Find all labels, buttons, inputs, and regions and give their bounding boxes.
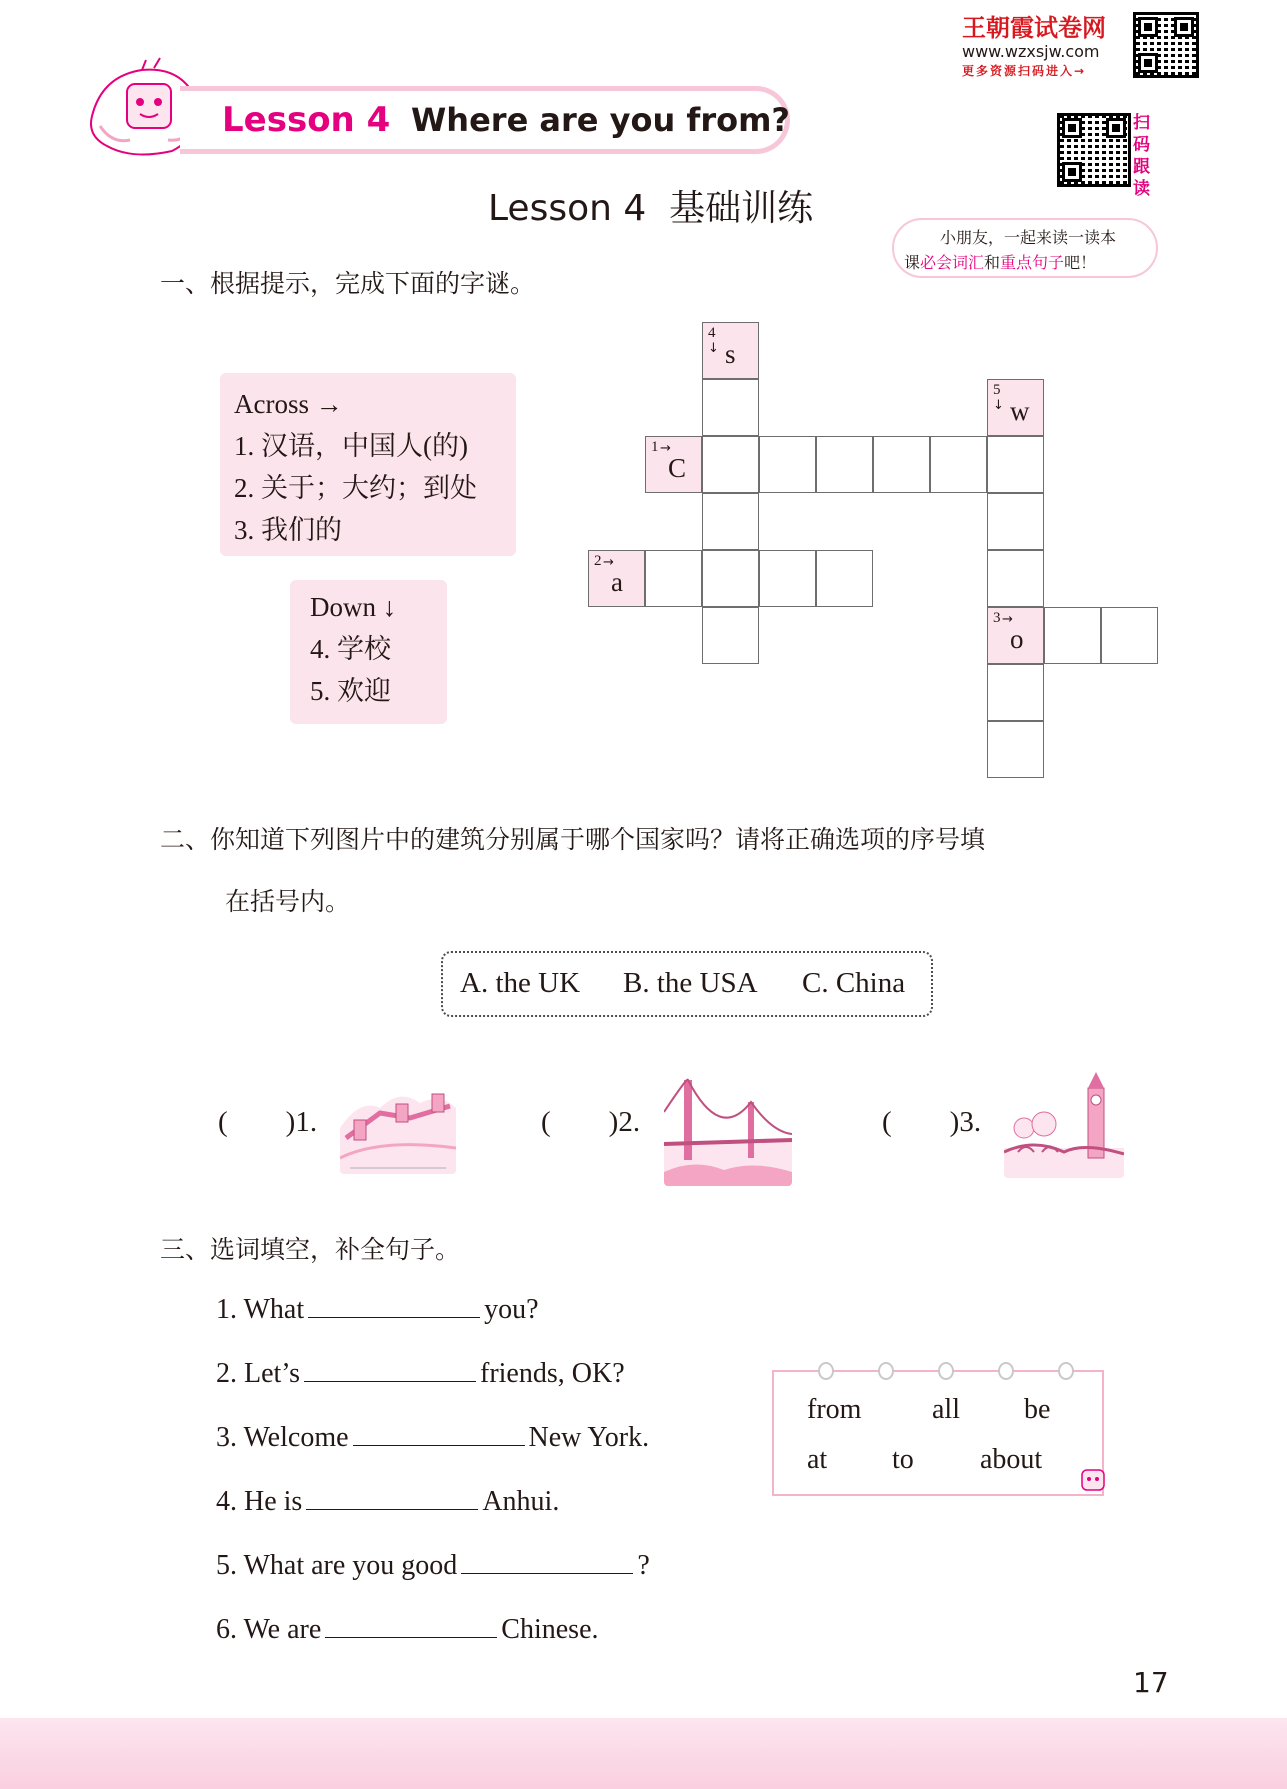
crossword-cell[interactable] <box>987 436 1044 493</box>
mascot-small-illustration <box>1074 1466 1114 1496</box>
answer-paren-3[interactable]: ( )3. <box>882 1106 982 1138</box>
answer-paren-2[interactable]: ( )2. <box>541 1106 641 1138</box>
big-ben-picture <box>1004 1068 1124 1178</box>
ring-icon <box>1058 1362 1074 1380</box>
crossword-cell[interactable] <box>816 436 873 493</box>
down-clues-box <box>290 580 447 724</box>
crossword-cell[interactable] <box>702 550 759 607</box>
brand-url[interactable]: www.wzxsjw.com <box>962 42 1100 61</box>
crossword-cell[interactable] <box>987 721 1044 778</box>
brand-qr-code-icon[interactable] <box>1133 12 1199 78</box>
across-clue: 3. 我们的 <box>234 515 342 545</box>
word-from: from <box>807 1394 862 1425</box>
blank-3[interactable] <box>353 1419 525 1446</box>
qr-side-text: 扫码跟读 <box>1133 113 1150 199</box>
crossword-cell-start-4[interactable]: 4 ↓ s <box>702 322 759 379</box>
crossword-cell[interactable] <box>873 436 930 493</box>
lesson-label: Lesson 4 <box>222 100 391 140</box>
across-clue: 2. 关于；大约；到处 <box>234 473 477 503</box>
crossword-cell[interactable] <box>987 664 1044 721</box>
crossword-cell[interactable] <box>1044 607 1101 664</box>
blank-4[interactable] <box>306 1483 478 1510</box>
sentence-5: 5. What are you good ? <box>216 1547 650 1582</box>
crossword-cell[interactable] <box>645 550 702 607</box>
read-bubble-line1: 小朋友，一起来读一读本 <box>940 228 1117 247</box>
section-2-title-cont: 在括号内。 <box>225 887 351 916</box>
page-number: 17 <box>1133 1666 1169 1699</box>
word-bank-card <box>772 1370 1104 1496</box>
crossword-cell[interactable] <box>702 607 759 664</box>
word-at: at <box>807 1444 828 1475</box>
crossword-cell[interactable] <box>759 550 816 607</box>
across-header: Across → <box>234 389 343 419</box>
across-clues-box <box>220 373 516 556</box>
crossword-cell[interactable] <box>816 550 873 607</box>
word-about: about <box>980 1444 1043 1475</box>
lesson-question: Where are you from? <box>411 101 790 139</box>
read-along-qr-code-icon[interactable] <box>1057 113 1131 187</box>
option-c: C. China <box>802 967 906 999</box>
crossword-cell-start-5[interactable]: 5 ↓ w <box>987 379 1044 436</box>
golden-gate-bridge-picture <box>664 1072 792 1186</box>
crossword-cell-start-2[interactable]: 2 → a <box>588 550 645 607</box>
crossword-cell[interactable] <box>1101 607 1158 664</box>
brand-subtitle: 更多资源扫码进入→ <box>962 64 1087 78</box>
blank-2[interactable] <box>304 1355 476 1382</box>
crossword-cell[interactable] <box>702 436 759 493</box>
crossword-cell[interactable] <box>987 550 1044 607</box>
crossword-cell[interactable] <box>702 493 759 550</box>
blank-5[interactable] <box>461 1547 633 1574</box>
blank-6[interactable] <box>325 1611 497 1638</box>
ring-icon <box>998 1362 1014 1380</box>
crossword-cell-start-1[interactable]: 1 → C <box>645 436 702 493</box>
word-to: to <box>892 1444 914 1475</box>
sentence-6: 6. We are Chinese. <box>216 1611 599 1646</box>
crossword-cell[interactable] <box>759 436 816 493</box>
crossword-cell[interactable] <box>930 436 987 493</box>
read-bubble-line2: 课必会词汇和重点句子吧！ <box>904 253 1097 272</box>
down-clue: 4. 学校 <box>310 634 391 664</box>
blank-1[interactable] <box>308 1291 480 1318</box>
answer-paren-1[interactable]: ( )1. <box>218 1106 318 1138</box>
ring-icon <box>938 1362 954 1380</box>
option-a: A. the UK <box>460 967 581 999</box>
down-header: Down ↓ <box>310 592 397 622</box>
crossword-cell[interactable] <box>987 493 1044 550</box>
sentence-1: 1. What you? <box>216 1291 539 1326</box>
option-b: B. the USA <box>623 967 758 999</box>
bottom-band <box>0 1718 1287 1789</box>
sentence-2: 2. Let’s friends, OK? <box>216 1355 625 1390</box>
brand-title: 王朝霞试卷网 <box>962 14 1106 42</box>
section-3-title: 三、选词填空，补全句子。 <box>160 1235 461 1264</box>
section-2-title: 二、你知道下列图片中的建筑分别属于哪个国家吗？请将正确选项的序号填 <box>160 825 986 854</box>
ring-icon <box>818 1362 834 1380</box>
word-all: all <box>932 1394 960 1425</box>
sentence-3: 3. Welcome New York. <box>216 1419 649 1454</box>
section-1-title: 一、根据提示，完成下面的字谜。 <box>160 269 536 298</box>
down-clue: 5. 欢迎 <box>310 676 391 706</box>
crossword-cell-start-3[interactable]: 3 → o <box>987 607 1044 664</box>
ring-icon <box>878 1362 894 1380</box>
word-be: be <box>1024 1394 1051 1425</box>
sentence-4: 4. He is Anhui. <box>216 1483 559 1518</box>
great-wall-picture <box>340 1068 456 1174</box>
crossword-cell[interactable] <box>702 379 759 436</box>
across-clue: 1. 汉语，中国人(的) <box>234 431 468 461</box>
page-title: Lesson 4 基础训练 <box>488 188 814 229</box>
